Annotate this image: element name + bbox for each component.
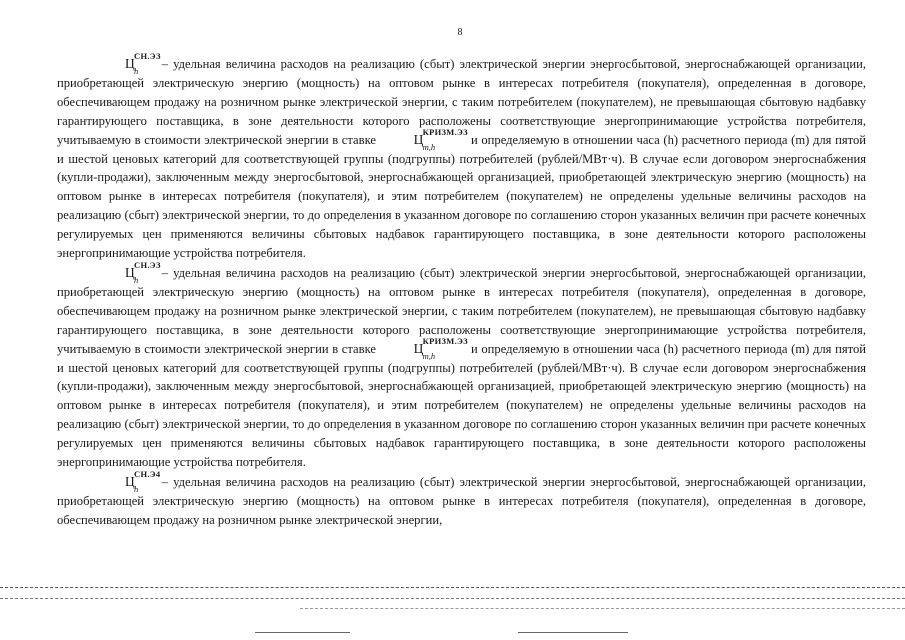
definition-lead-text: – удельная величина расходов на реализацию (сбыт) электрической энергии энергосбытовой, энергоснабжающей организации, приобретающей электрическую энергию (мощность) на оптовом рынке в интересах потребителя (покупателя), определенная в договоре, обеспечивающем продажу на розничном рынке электрической энергии, с таким потребителем (покупателем), не превышающая сбытовую надбавку гарантирующего поставщика, в зоне деятельности которого расположены соответствующие энергопринимающие устройства потребителя, учитываемую в стоимости электрической энергии в ставке [57, 57, 866, 147]
formula-symbol: Ц СН.Э4 h [125, 468, 161, 494]
scan-artifact-line [0, 587, 905, 588]
page-number: 8 [457, 27, 463, 38]
definition-paragraph-2 [57, 259, 866, 472]
inline-formula-symbol: Ц КРИЗМ.ЭЗ m,h [413, 126, 468, 152]
definition-tail-text: и определяемую в отношении часа (h) расчетного периода (m) для пятой и шестой ценовых категорий для соответствующей группы (подгруппы) потребителей (рублей/МВт·ч). В случае если договором энергоснабжения (купли-продажи), заключенным между энергосбытовой, энергоснабжающей организацией, приобретающей электрическую энергию (мощность) на оптовом рынке в интересах потребителя (покупателя), и этим потребителем (покупателем) не определены удельные величины расходов на реализацию (сбыт) электрической энергии, то до определения в указанном договоре по соглашению сторон указанных величин при расчете конечных регулируемых цен применяются величины сбытовых надбавок гарантирующего поставщика, в зоне деятельности которого расположены энергопринимающие устройства потребителя. [57, 132, 866, 261]
scan-artifact-line [300, 608, 905, 609]
scan-artifact-mark [255, 632, 350, 633]
inline-formula-symbol: Ц КРИЗМ.ЭЗ m,h [413, 335, 468, 361]
scan-artifact-mark [518, 632, 628, 633]
scan-artifact-line [0, 598, 905, 599]
document-body [57, 51, 866, 531]
definition-lead-text: – удельная величина расходов на реализацию (сбыт) электрической энергии энергосбытовой, энергоснабжающей организации, приобретающей электрическую энергию (мощность) на оптовом рынке в интересах потребителя (покупателя), определенная в договоре, обеспечивающем продажу на розничном рынке электрической энергии, с таким потребителем (покупателем), не превышающая сбытовую надбавку гарантирующего поставщика, в зоне деятельности которого расположены соответствующие энергопринимающие устройства потребителя, учитываемую в стоимости электрической энергии в ставке [57, 265, 866, 356]
definition-lead-text: – удельная величина расходов на реализацию (сбыт) электрической энергии энергосбытовой, энергоснабжающей организации, приобретающей электрическую энергию (мощность) на оптовом рынке в интересах потребителя (покупателя), определенная в договоре, обеспечивающем продажу на розничном рынке электрической энергии, [57, 474, 866, 527]
definition-tail-text: и определяемую в отношении часа (h) расчетного периода (m) для пятой и шестой ценовых категорий для соответствующей группы (подгруппы) потребителей (рублей/МВт·ч). В случае если договором энергоснабжения (купли-продажи), заключенным между энергосбытовой, энергоснабжающей организацией, приобретающей электрическую энергию (мощность) на оптовом рынке в интересах потребителя (покупателя), и этим потребителем (покупателем) не определены удельные величины расходов на реализацию (сбыт) электрической энергии, то до определения в указанном договоре по соглашению сторон указанных величин при расчете конечных регулируемых цен применяются величины сбытовых надбавок гарантирующего поставщика, в зоне деятельности которого расположены энергопринимающие устройства потребителя. [57, 341, 866, 470]
formula-symbol: Ц СН.ЭЗ h [125, 51, 161, 76]
definition-paragraph-1 [57, 51, 866, 263]
definition-paragraph-3 [57, 468, 866, 530]
formula-symbol: Ц СН.ЭЗ h [125, 259, 161, 285]
